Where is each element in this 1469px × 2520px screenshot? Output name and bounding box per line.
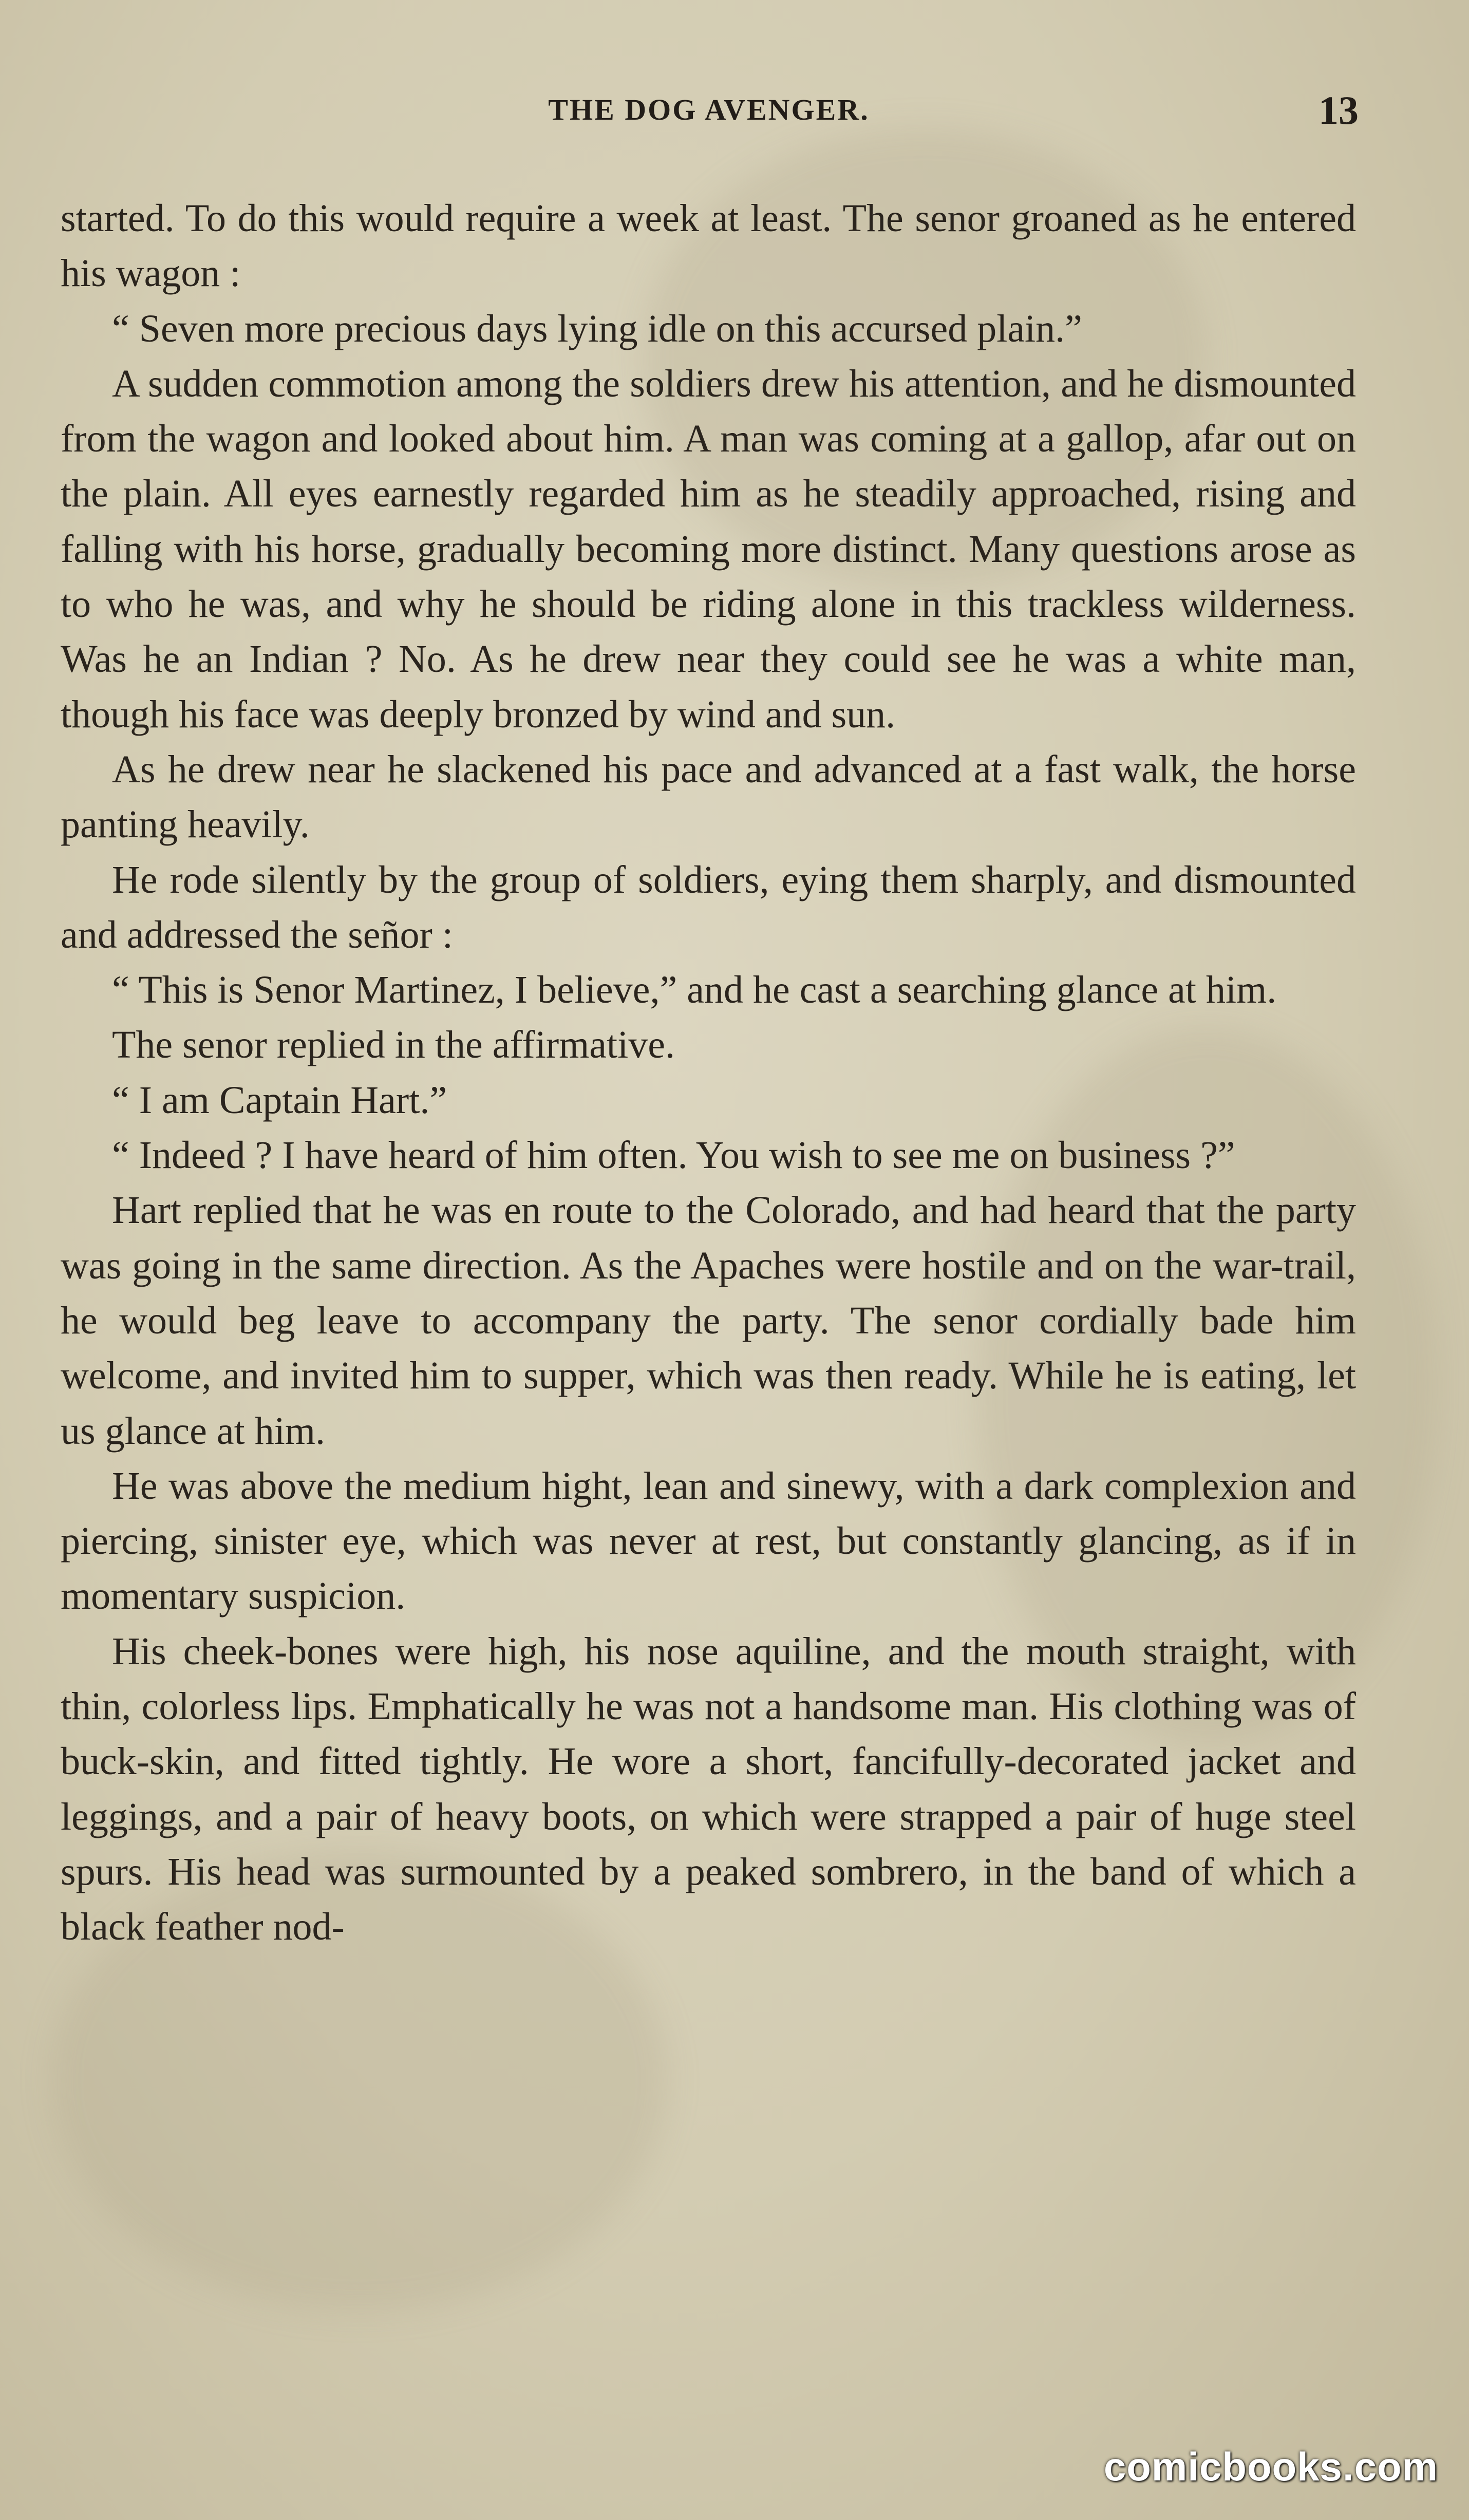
paragraph: His cheek-bones were high, his nose aquiline, and the mouth straight, with thin, colorless lips. Emphatically he was not a handsome man. His clothing was of buck-skin, and fitted tightly. He wore a short, fancifully-decorated jacket and leggings, and a pair of heavy boots, on which were strapped a pair of huge steel spurs. His head was surmounted by a peaked sombrero, in the band of which a black feather nod- bbox=[61, 1629, 1356, 1949]
watermark: comicbooks.com bbox=[1103, 2444, 1438, 2489]
body-text bbox=[61, 191, 1356, 1955]
paragraph: “ Seven more precious days lying idle on this accursed plain.” bbox=[112, 307, 1082, 350]
paragraph: A sudden commotion among the soldiers drew his attention, and he dismounted from the wagon and looked about him. A man was coming at a gallop, afar out on the plain. All eyes earnestly regarded him as he steadily approached, rising and falling with his horse, gradually becoming more distinct. Many questions arose as to who he was, and why he should be riding alone in this trackless wilderness. Was he an Indian ? No. As he drew near they could see he was a white man, though his face was deeply bronzed by wind and sun. bbox=[61, 362, 1356, 736]
paragraph: He rode silently by the group of soldiers, eying them sharply, and dismounted and addressed the señor : bbox=[61, 858, 1356, 956]
paragraph: The senor replied in the affirmative. bbox=[112, 1023, 675, 1067]
page-number: 13 bbox=[1319, 88, 1359, 133]
paragraph: “ Indeed ? I have heard of him often. You wish to see me on business ?” bbox=[112, 1134, 1235, 1177]
paragraph: “ I am Captain Hart.” bbox=[112, 1078, 447, 1122]
paragraph: “ This is Senor Martinez, I believe,” and he cast a searching glance at him. bbox=[112, 968, 1277, 1012]
paragraph: He was above the medium hight, lean and sinewy, with a dark complexion and piercing, sinister eye, which was never at rest, but constantly glancing, as if in momentary suspicion. bbox=[61, 1464, 1356, 1618]
page-header bbox=[59, 87, 1359, 134]
paragraph: Hart replied that he was en route to the Colorado, and had heard that the party was going in the same direction. As the Apaches were hostile and on the war-trail, he would beg leave to accompany the party. The senor cordially bade him welcome, and invited him to supper, which was then ready. While he is eating, let us glance at him. bbox=[61, 1189, 1356, 1453]
paragraph: started. To do this would require a week at least. The senor groaned as he entered his wagon : bbox=[61, 197, 1356, 295]
running-title: THE DOG AVENGER. bbox=[548, 93, 870, 126]
paragraph: As he drew near he slackened his pace and advanced at a fast walk, the horse panting heavily. bbox=[61, 747, 1356, 847]
